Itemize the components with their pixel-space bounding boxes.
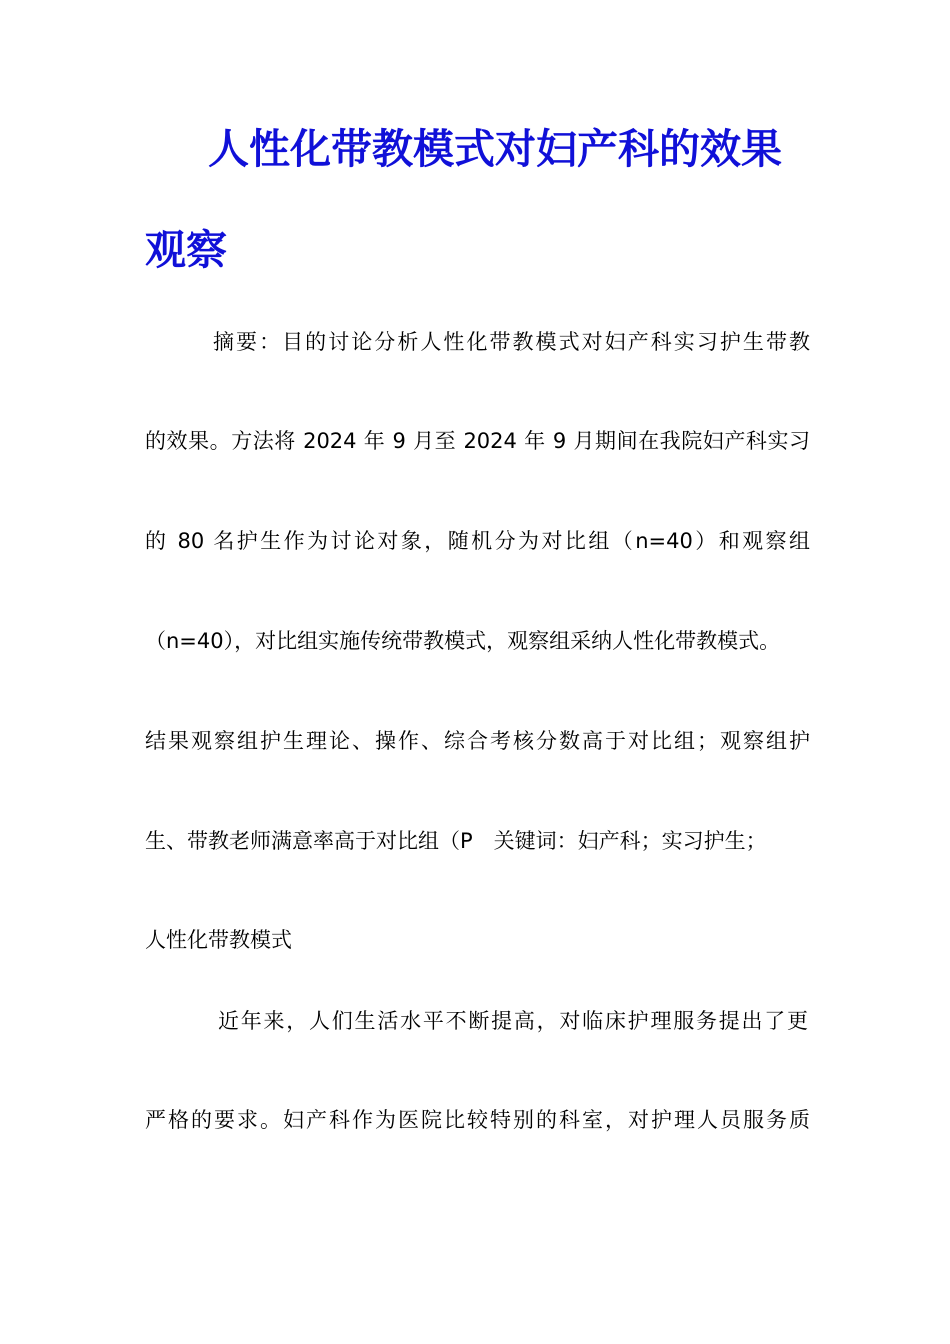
intro-line-1: 近年来，人们生活水平不断提高，对临床护理服务提出了更 — [218, 1009, 808, 1033]
abstract-line-2: 的效果。方法将 2024 年 9 月至 2024 年 9 月期间在我院妇产科实习 — [145, 429, 810, 453]
abstract-line-7-keywords: 人性化带教模式 — [145, 928, 292, 952]
document-title-line-2: 观察 — [145, 226, 227, 274]
abstract-line-1: 摘要：目的讨论分析人性化带教模式对妇产科实习护生带教 — [213, 330, 810, 354]
document-title-line-1: 人性化带教模式对妇产科的效果 — [208, 125, 782, 173]
abstract-line-5: 结果观察组护生理论、操作、综合考核分数高于对比组；观察组护 — [145, 729, 810, 753]
abstract-line-4: （n=40），对比组实施传统带教模式，观察组采纳人性化带教模式。 — [145, 629, 781, 653]
abstract-line-6: 生、带教老师满意率高于对比组（P 关键词：妇产科；实习护生； — [145, 829, 767, 853]
intro-line-2: 严格的要求。妇产科作为医院比较特别的科室，对护理人员服务质 — [145, 1108, 810, 1132]
abstract-line-3: 的 80 名护生作为讨论对象，随机分为对比组（n=40）和观察组 — [145, 529, 810, 553]
